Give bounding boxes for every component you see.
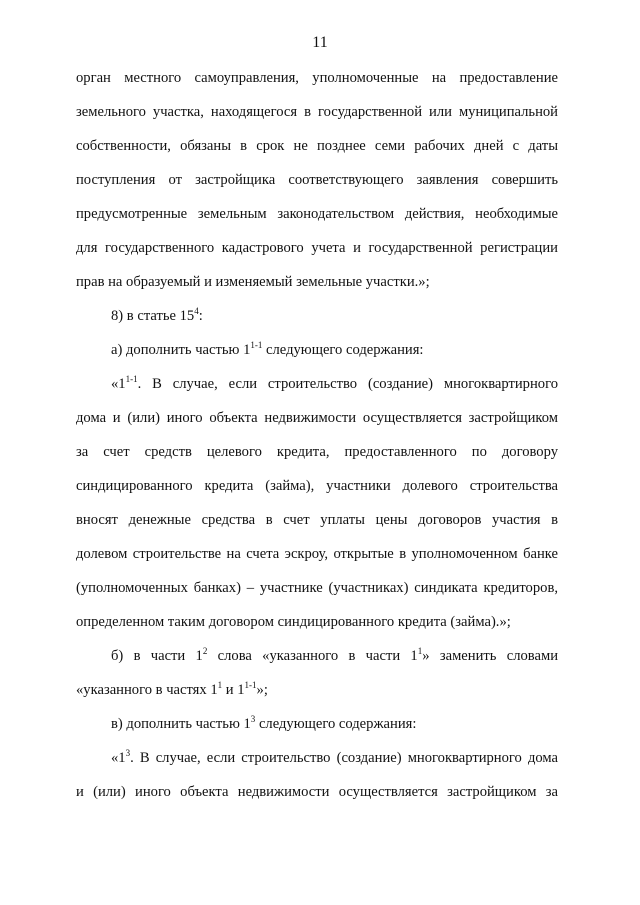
superscript: 4 (194, 306, 199, 316)
text-line (76, 579, 558, 597)
text-segment: долевом строительстве на счета эскроу, открытые в уполномоченном банке (76, 546, 558, 562)
text-line (76, 273, 558, 291)
text-segment: (уполномоченных банках) – участнике (участниках) синдиката кредиторов, (76, 580, 558, 596)
superscript: 1 (417, 646, 423, 656)
text-segment: в) дополнить частью 1 (111, 716, 251, 732)
superscript: 3 (125, 748, 131, 758)
text-segment: для государственного кадастрового учета и государственной регистрации (76, 240, 558, 256)
text-segment: и 1 (222, 682, 245, 698)
text-line (111, 647, 558, 665)
text-segment: «1 (111, 376, 126, 392)
text-line (111, 375, 558, 393)
text-segment: . В случае, если строительство (создание) многоквартирного (137, 376, 558, 392)
text-segment: следующего содержания: (255, 716, 417, 732)
page-number: 11 (312, 34, 328, 51)
text-segment: а) дополнить частью 1 (111, 342, 251, 358)
text-line (76, 137, 558, 155)
superscript: 1 (217, 680, 223, 690)
text-segment: б) в части 1 (111, 648, 203, 664)
text-segment: прав на образуемый и изменяемый земельные участки.»; (76, 274, 430, 290)
text-segment: слова «указанного в части 1 (207, 648, 418, 664)
text-line (76, 103, 558, 121)
text-segment: собственности, обязаны в срок не позднее семи рабочих дней с даты (76, 138, 558, 154)
text-line (76, 477, 558, 495)
text-segment: »; (256, 682, 268, 698)
text-segment: орган местного самоуправления, уполномоченные на предоставление (76, 70, 558, 86)
text-segment: земельного участка, находящегося в государственной или муниципальной (76, 104, 558, 120)
text-segment: «указанного в частях 1 (76, 682, 218, 698)
superscript: 1-1 (125, 374, 138, 384)
text-segment: дома и (или) иного объекта недвижимости осуществляется застройщиком (76, 410, 558, 426)
superscript: 3 (250, 714, 256, 724)
text-line (76, 69, 558, 87)
text-segment: 8) в статье 15 (111, 308, 195, 324)
text-line (76, 171, 558, 189)
superscript: 1-1 (250, 340, 263, 350)
text-segment: » заменить словами (422, 648, 559, 664)
text-line (76, 205, 558, 223)
text-line (76, 613, 558, 631)
text-line (76, 545, 558, 563)
text-segment: и (или) иного объекта недвижимости осуществляется застройщиком за (76, 784, 558, 800)
text-segment: синдицированного кредита (займа), участники долевого строительства (76, 478, 558, 494)
text-segment: предусмотренные земельным законодательством действия, необходимые (76, 206, 558, 222)
text-line (76, 443, 558, 461)
text-line (111, 749, 558, 767)
text-segment: определенном таким договором синдицированного кредита (займа).»; (76, 614, 511, 630)
superscript: 1-1 (244, 680, 257, 690)
text-line (76, 511, 558, 529)
text-segment: следующего содержания: (262, 342, 424, 358)
text-segment: «1 (111, 750, 126, 766)
text-segment: . В случае, если строительство (создание) многоквартирного дома (130, 750, 558, 766)
text-line (76, 681, 558, 699)
text-segment: вносят денежные средства в счет уплаты цены договоров участия в (76, 512, 558, 528)
text-line (111, 307, 558, 325)
text-segment: : (198, 308, 203, 324)
text-line (76, 409, 558, 427)
text-line (111, 715, 558, 733)
text-line (76, 239, 558, 257)
text-line (111, 341, 558, 359)
text-segment: за счет средств целевого кредита, предоставленного по договору (76, 444, 558, 460)
text-line (76, 783, 558, 801)
text-segment: поступления от застройщика соответствующего заявления совершить (76, 172, 558, 188)
superscript: 2 (202, 646, 208, 656)
